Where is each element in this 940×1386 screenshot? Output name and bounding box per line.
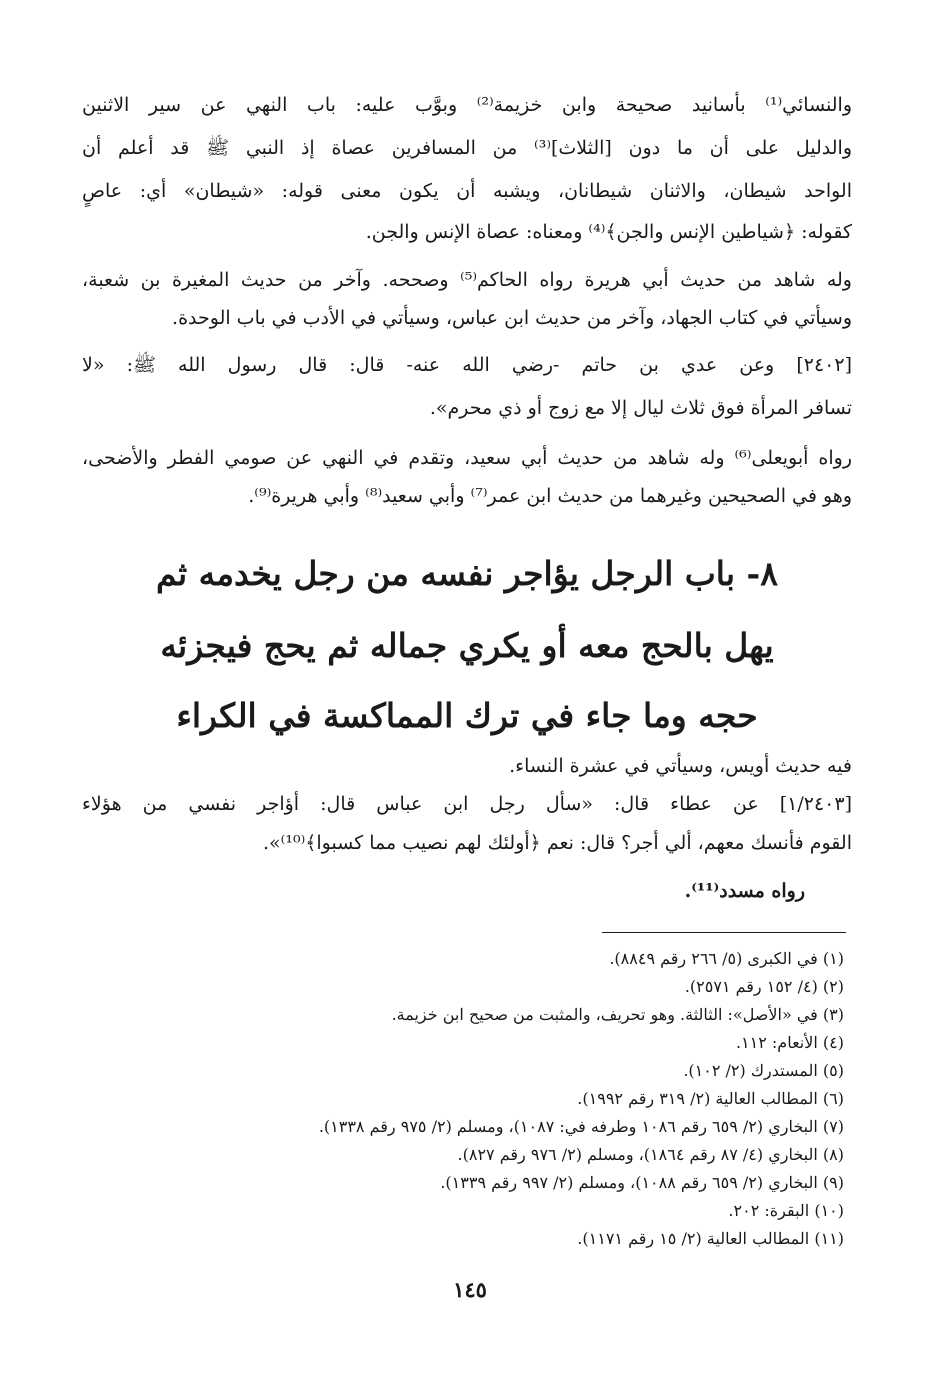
footnote: (١١) المطالب العالية (٢/ ١٥ رقم ١١٧١). xyxy=(577,1229,844,1248)
page-number: ١٤٥ xyxy=(453,1277,487,1302)
hadith-line: [١/٢٤٠٣] عن عطاء قال: «سأل رجل ابن عباس قال: أؤاجر نفسي من هؤلاء xyxy=(82,793,852,815)
body-line: وله شاهد من حديث أبي هريرة رواه الحاكم⁽⁵⁾ وصححه. وآخر من حديث المغيرة بن شعبة، xyxy=(82,269,852,291)
hadith-line: القوم فأنسك معهم، ألي أجر؟ قال: نعم ﴿أولئك لهم نصيب مما كسبوا﴾⁽¹⁰⁾». xyxy=(263,832,852,854)
footnote: (١٠) البقرة: ٢٠٢. xyxy=(728,1201,844,1220)
narration-source: رواه مسدد⁽¹¹⁾. xyxy=(684,880,805,902)
footnote: (١) في الكبرى (٥/ ٢٦٦ رقم ٨٨٤٩). xyxy=(609,949,844,968)
body-line: والنسائي⁽¹⁾ بأسانيد صحيحة وابن خزيمة⁽²⁾ وبوَّب عليه: باب النهي عن سير الاثنين xyxy=(82,94,852,116)
footnote: (٥) المستدرك (٢/ ١٠٢). xyxy=(683,1061,844,1080)
body-line: وهو في الصحيحين وغيرهما من حديث ابن عمر⁽⁷⁾ وأبي سعيد⁽⁸⁾ وأبي هريرة⁽⁹⁾. xyxy=(248,485,852,507)
footnote: (٩) البخاري (٢/ ٦٥٩ رقم ١٠٨٨)، ومسلم (٢/ ٩٩٧ رقم ١٣٣٩). xyxy=(440,1173,844,1192)
body-line: كقوله: ﴿شياطين الإنس والجن﴾⁽⁴⁾ ومعناه: عصاة الإنس والجن. xyxy=(365,221,852,243)
chapter-heading-line: ٨- باب الرجل يؤاجر نفسه من رجل يخدمه ثم xyxy=(156,554,778,593)
body-line: والدليل على أن ما دون [الثلاث]⁽³⁾ من المسافرين عصاة إذ النبي ﷺ قد أعلم أن xyxy=(82,137,852,159)
footnote: (٤) الأنعام: ١١٢. xyxy=(735,1033,844,1052)
hadith-line: تسافر المرأة فوق ثلاث ليال إلا مع زوج أو ذي محرم». xyxy=(429,397,852,419)
body-line: وسيأتي في كتاب الجهاد، وآخر من حديث ابن عباس، وسيأتي في الأدب في باب الوحدة. xyxy=(172,307,852,329)
footnote: (٦) المطالب العالية (٢/ ٣١٩ رقم ١٩٩٢). xyxy=(577,1089,844,1108)
footnote: (٣) في «الأصل»: الثالثة. وهو تحريف، والمثبت من صحيح ابن خزيمة. xyxy=(391,1005,844,1024)
body-line: الواحد شيطان، والاثنان شيطانان، ويشبه أن يكون معنى قوله: «شيطان» أي: عاصٍ xyxy=(82,180,852,202)
footnote: (٨) البخاري (٤/ ٨٧ رقم ١٨٦٤)، ومسلم (٢/ ٩٧٦ رقم ٨٢٧). xyxy=(457,1145,844,1164)
footnote: (٢) (٤/ ١٥٢ رقم ٢٥٧١). xyxy=(684,977,844,996)
footnote: (٧) البخاري (٢/ ٦٥٩ رقم ١٠٨٦ وطرفه في: ١٠٨٧)، ومسلم (٢/ ٩٧٥ رقم ١٣٣٨). xyxy=(318,1117,844,1136)
footnote-separator xyxy=(602,932,846,933)
body-line: رواه أبويعلى⁽⁶⁾ وله شاهد من حديث أبي سعيد، وتقدم في النهي عن صومي الفطر والأضحى، xyxy=(82,447,852,469)
chapter-line: فيه حديث أويس، وسيأتي في عشرة النساء. xyxy=(509,755,852,777)
chapter-heading-line: يهل بالحج معه أو يكري جماله ثم يحج فيجزئه xyxy=(160,626,774,665)
hadith-line: [٢٤٠٢] وعن عدي بن حاتم -رضي الله عنه- قال: قال رسول الله ﷺ: «لا xyxy=(82,354,852,376)
chapter-heading-line: حجه وما جاء في ترك المماكسة في الكراء xyxy=(176,696,758,735)
